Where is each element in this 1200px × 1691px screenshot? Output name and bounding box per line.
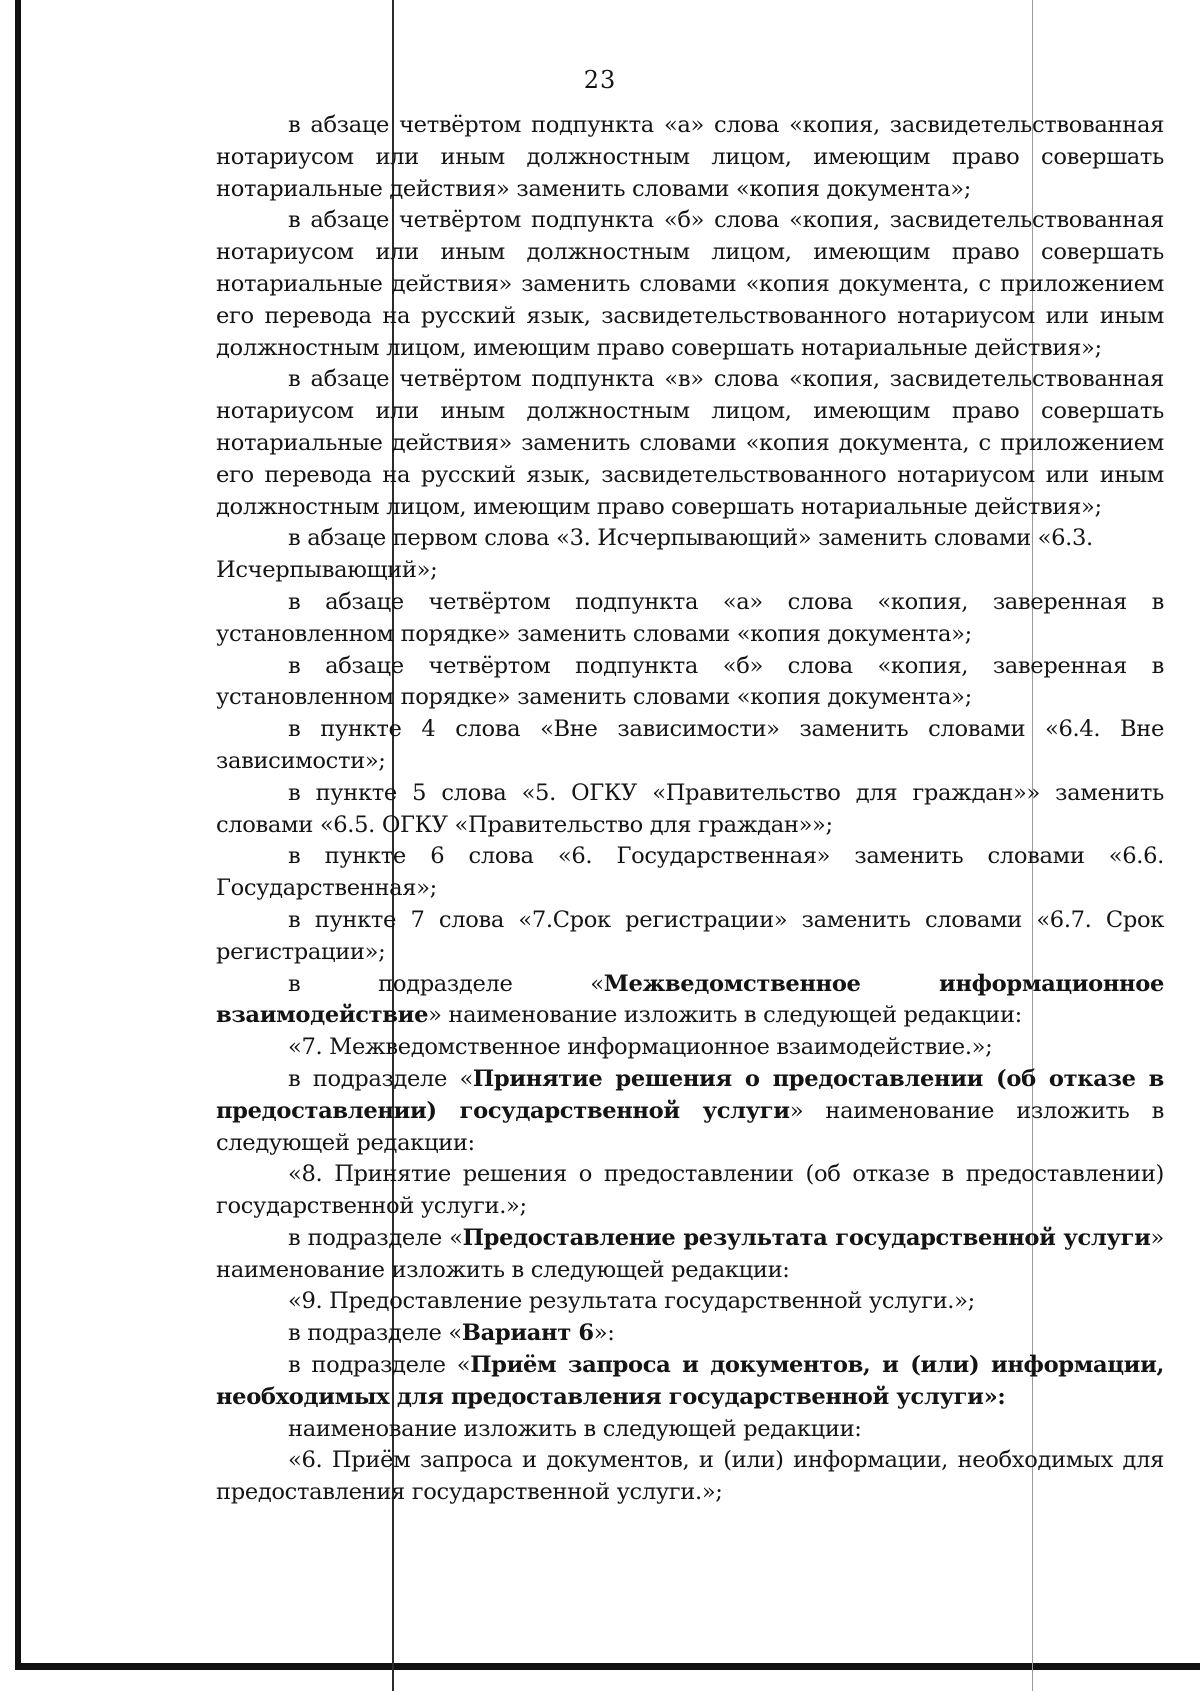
paragraph-text: » наименование изложить в следующей редакции: [428, 1002, 1022, 1029]
bold-text: »: [983, 1383, 1006, 1410]
paragraph-text: «7. Межведомственное информационное взаимодействие.»; [288, 1034, 993, 1061]
paragraph [216, 1032, 1164, 1064]
paragraph-text: в подразделе « [288, 970, 604, 997]
paragraph-text: в пункте 6 слова «6. Государственная» заменить словами «6.6. Государственная»; [216, 843, 1164, 902]
paragraph-text: в абзаце четвёртом подпункта «б» слова «копия, засвидетельствованная нотариусом или иным должностным лицом, имеющим право совершать нотариальные действия» заменить словами «копия документа, с приложением его перевода на русский язык, засвидетельствованного нотариусом или иным должностным лицом, имеющим право совершать нотариальные действия»; [216, 207, 1164, 361]
paragraph [216, 1318, 1164, 1350]
paragraph [216, 587, 1164, 651]
bold-text: Приём запроса и документов, и (или) информации, необходимых для предоставления государственной услуги [216, 1352, 1164, 1410]
paragraph [216, 778, 1164, 842]
paragraph [216, 905, 1164, 969]
paragraph-text: » наименование изложить в следующей редакции: [216, 1097, 1164, 1156]
paragraph [216, 1223, 1164, 1287]
paragraph-text: в пункте 7 слова «7.Срок регистрации» заменить словами «6.7. Срок регистрации»; [216, 906, 1164, 965]
paragraph [216, 714, 1164, 778]
paragraph-text: «8. Принятие решения о предоставлении (об отказе в предоставлении) государственной услуги.»; [216, 1161, 1164, 1220]
paragraph-text: в подразделе « [288, 1352, 471, 1379]
paragraph-text: в подразделе « [288, 1320, 462, 1347]
paragraph [216, 1286, 1164, 1318]
bold-text: Вариант 6 [461, 1320, 594, 1347]
paragraph [216, 1350, 1164, 1414]
bold-text: Предоставление результата государственной услуги [462, 1224, 1151, 1251]
paragraph [216, 651, 1164, 715]
paragraph-text: » наименование изложить в следующей редакции: [216, 1224, 1165, 1283]
paragraph-text: «6. Приём запроса и документов, и (или) информации, необходимых для предоставления государственной услуги.»; [216, 1447, 1164, 1506]
paragraph [216, 969, 1164, 1033]
page-number: 23 [583, 66, 617, 94]
document-body [216, 110, 1164, 1509]
paragraph [216, 205, 1164, 364]
paragraph-text: в подразделе « [288, 1224, 463, 1251]
paragraph-text: наименование изложить в следующей редакции: [288, 1415, 862, 1442]
paragraph [216, 1445, 1164, 1509]
paragraph-text: «9. Предоставление результата государственной услуги.»; [288, 1288, 975, 1315]
scan-edge-bottom [15, 1663, 1200, 1670]
paragraph-text: в абзаце четвёртом подпункта «а» слова «копия, засвидетельствованная нотариусом или иным должностным лицом, имеющим право совершать нотариальные действия» заменить словами «копия документа»; [216, 112, 1164, 202]
paragraph [216, 523, 1164, 587]
paragraph [216, 1414, 1164, 1446]
paragraph-text: »: [593, 1320, 615, 1347]
paragraph-text: в подразделе « [288, 1065, 473, 1092]
paragraph-text: в пункте 5 слова «5. ОГКУ «Правительство для граждан»» заменить словами «6.5. ОГКУ «Правительство для граждан»»; [216, 779, 1164, 838]
scan-edge-left [15, 0, 21, 1670]
paragraph-text: в абзаце четвёртом подпункта «в» слова «копия, засвидетельствованная нотариусом или иным должностным лицом, имеющим право совершать нотариальные действия» заменить словами «копия документа, с приложением его перевода на русский язык, засвидетельствованного нотариусом или иным должностным лицом, имеющим право совершать нотариальные действия»; [216, 366, 1164, 520]
paragraph [216, 841, 1164, 905]
paragraph [216, 1159, 1164, 1223]
paragraph [216, 364, 1164, 523]
paragraph [216, 1064, 1164, 1159]
paragraph [216, 110, 1164, 205]
bold-text: Принятие решения о предоставлении (об отказе в предоставлении) государственной услуги [216, 1065, 1165, 1124]
paragraph-text: в абзаце первом слова «3. Исчерпывающий» заменить словами «6.3. Исчерпывающий»; [216, 525, 1093, 584]
paragraph-text: в абзаце четвёртом подпункта «а» слова «копия, заверенная в установленном порядке» заменить словами «копия документа»; [216, 588, 1164, 647]
paragraph-text: в пункте 4 слова «Вне зависимости» заменить словами «6.4. Вне зависимости»; [216, 716, 1164, 774]
bold-text: Межведомственное информационное взаимодействие [216, 970, 1164, 1029]
paragraph-text: в абзаце четвёртом подпункта «б» слова «копия, заверенная в установленном порядке» заменить словами «копия документа»; [216, 652, 1164, 711]
